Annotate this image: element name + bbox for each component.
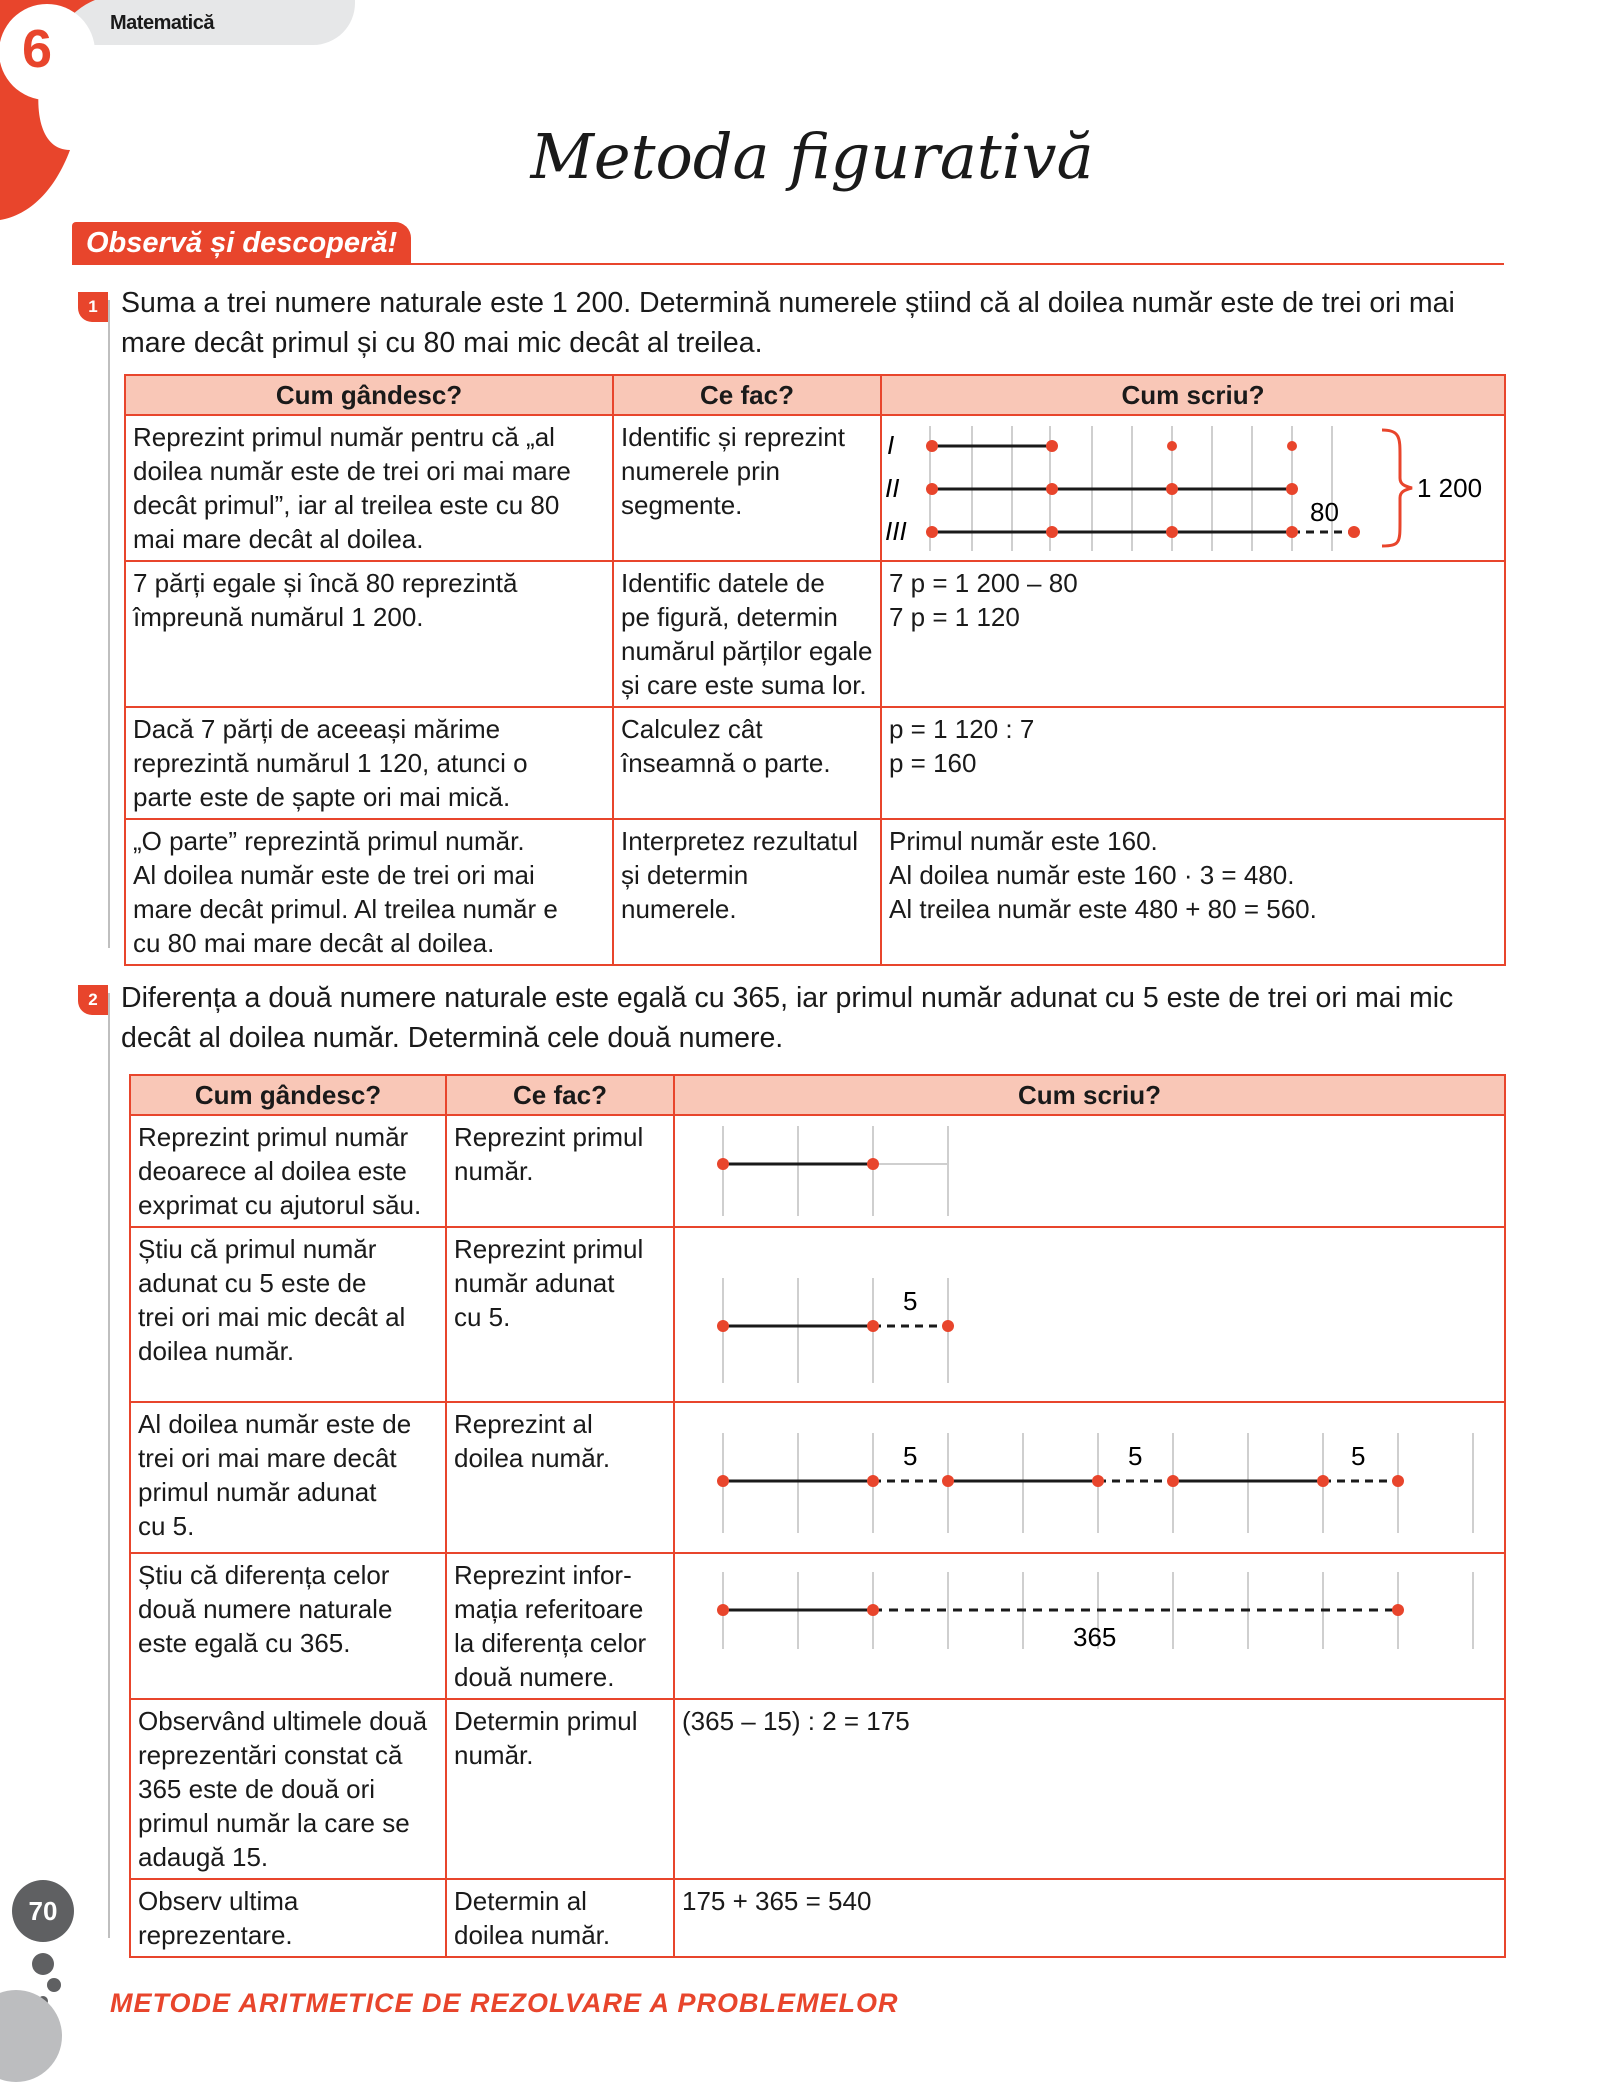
problem2-text <box>121 978 1453 1058</box>
page-title-text: Metoda figurativă <box>530 120 1094 193</box>
text-line: Știu că primul număr <box>138 1234 377 1264</box>
page-title <box>0 120 1614 193</box>
table-row <box>130 1402 1505 1553</box>
text-line: deoarece al doilea este <box>138 1156 407 1186</box>
text-line: doilea număr. <box>454 1443 611 1473</box>
text-line: numerele. <box>621 894 737 924</box>
point <box>867 1158 879 1170</box>
text-line: adaugă 15. <box>138 1842 269 1872</box>
text-line: Al doilea număr este de <box>138 1409 412 1439</box>
table-header-row <box>125 375 1505 415</box>
text-line: și determin <box>621 860 749 890</box>
text-line: cu 5. <box>138 1511 195 1541</box>
text-line: Al treilea număr este 480 + 80 = 560. <box>889 894 1317 924</box>
text-line: Reprezint primul <box>454 1234 644 1264</box>
text-line: împreună numărul 1 200. <box>133 602 424 632</box>
do-cell <box>613 415 881 561</box>
problem2-table <box>129 1074 1506 1958</box>
do-cell <box>613 707 881 819</box>
plus-5-label: 5 <box>1351 1441 1366 1471</box>
text-line: Al doilea număr este de trei ori mai <box>133 860 535 890</box>
text-line: exprimat cu ajutorul său. <box>138 1190 422 1220</box>
text-line: 7 p = 1 120 <box>889 602 1020 632</box>
do-cell <box>613 819 881 965</box>
point <box>867 1320 879 1332</box>
write-cell <box>674 1879 1505 1957</box>
do-cell <box>446 1227 674 1402</box>
problem1-line: mare decât primul și cu 80 mai mic decât al treilea. <box>121 327 763 359</box>
text-line: Observând ultimele două <box>138 1706 428 1736</box>
decor-dot <box>47 1978 61 1992</box>
think-cell <box>125 561 613 707</box>
text-line: 365 este de două ori <box>138 1774 376 1804</box>
point <box>1286 526 1298 538</box>
point <box>1046 526 1058 538</box>
text-line: trei ori mai mare decât <box>138 1443 397 1473</box>
point <box>942 1475 954 1487</box>
text-line: 7 p = 1 200 – 80 <box>889 568 1078 598</box>
text-line: două numere. <box>454 1662 615 1692</box>
point <box>717 1604 729 1616</box>
plus-5-label: 5 <box>1128 1441 1143 1471</box>
diagram-cell <box>674 1227 1505 1402</box>
point <box>1167 1475 1179 1487</box>
think-cell <box>130 1879 446 1957</box>
text-line: segmente. <box>621 490 743 520</box>
text-line: primul număr adunat <box>138 1477 377 1507</box>
text-line: 175 + 365 = 540 <box>682 1886 872 1916</box>
table-row <box>130 1879 1505 1957</box>
text-line: doilea număr este de trei ori mai mare <box>133 456 571 486</box>
point <box>717 1158 729 1170</box>
label-III: III <box>885 516 907 546</box>
point <box>867 1604 879 1616</box>
text-line: decât primul”, iar al treilea este cu 80 <box>133 490 560 520</box>
do-cell <box>613 561 881 707</box>
think-cell <box>130 1553 446 1699</box>
write-cell <box>881 561 1505 707</box>
text-line: Identific datele de <box>621 568 825 598</box>
do-cell <box>446 1879 674 1957</box>
text-line: mare decât primul. Al treilea număr e <box>133 894 558 924</box>
text-line: Reprezint al <box>454 1409 593 1439</box>
table-row <box>130 1553 1505 1699</box>
text-line: reprezentare. <box>138 1920 293 1950</box>
diagram-cell <box>881 415 1505 561</box>
text-line: trei ori mai mic decât al <box>138 1302 406 1332</box>
diagram-second-number <box>675 1403 1502 1550</box>
diagram-first-plus-5 <box>675 1228 1502 1399</box>
text-line: Primul număr este 160. <box>889 826 1158 856</box>
text-line: Observ ultima <box>138 1886 299 1916</box>
point <box>942 1320 954 1332</box>
text-line: adunat cu 5 este de <box>138 1268 367 1298</box>
think-cell <box>130 1699 446 1879</box>
table-row <box>125 819 1505 965</box>
point <box>926 526 938 538</box>
text-line: Reprezint primul număr pentru că „al <box>133 422 555 452</box>
diagram-cell <box>674 1402 1505 1553</box>
grid-lines <box>723 1126 948 1216</box>
chapter-number: 6 <box>22 19 53 79</box>
point <box>1046 440 1058 452</box>
table-header-row <box>130 1075 1505 1115</box>
think-cell <box>125 415 613 561</box>
text-line: Reprezint infor- <box>454 1560 632 1590</box>
header-write: Cum scriu? <box>881 375 1505 415</box>
point <box>1317 1475 1329 1487</box>
point <box>867 1475 879 1487</box>
text-line: două numere naturale <box>138 1594 393 1624</box>
problem1-margin-bar <box>108 300 110 948</box>
table-row <box>130 1227 1505 1402</box>
problem2-line: Diferența a două numere naturale este egală cu 365, iar primul număr adunat cu 5 este de trei ori mai mic <box>121 982 1454 1014</box>
text-line: număr adunat <box>454 1268 615 1298</box>
text-line: număr. <box>454 1740 534 1770</box>
point <box>1286 483 1298 495</box>
do-cell <box>446 1115 674 1227</box>
table-row <box>125 415 1505 561</box>
text-line: Dacă 7 părți de aceeași mărime <box>133 714 501 744</box>
point <box>1167 441 1177 451</box>
think-cell <box>130 1227 446 1402</box>
point <box>1166 526 1178 538</box>
point <box>1392 1604 1404 1616</box>
think-cell <box>125 707 613 819</box>
text-line: înseamnă o parte. <box>621 748 831 778</box>
text-line: Al doilea număr este 160 · 3 = 480. <box>889 860 1295 890</box>
decor-dot <box>32 1953 54 1975</box>
write-cell <box>674 1699 1505 1879</box>
text-line: Identific și reprezint <box>621 422 845 452</box>
text-line: este egală cu 365. <box>138 1628 351 1658</box>
header-write: Cum scriu? <box>674 1075 1505 1115</box>
text-line: p = 160 <box>889 748 977 778</box>
decor-circle <box>0 1990 62 2082</box>
header-think: Cum gândesc? <box>130 1075 446 1115</box>
text-line: Determin primul <box>454 1706 638 1736</box>
point <box>1166 483 1178 495</box>
diagram-cell <box>674 1553 1505 1699</box>
label-I: I <box>887 430 895 460</box>
table-row <box>130 1115 1505 1227</box>
text-line: reprezintă numărul 1 120, atunci o <box>133 748 528 778</box>
point <box>1092 1475 1104 1487</box>
think-cell <box>130 1115 446 1227</box>
segment-diagram-1 <box>882 416 1502 555</box>
table-row <box>125 561 1505 707</box>
write-cell <box>881 707 1505 819</box>
point <box>926 440 938 452</box>
diagram-cell <box>674 1115 1505 1227</box>
table-row <box>125 707 1505 819</box>
text-line: mai mare decât al doilea. <box>133 524 424 554</box>
text-line: 7 părți egale și încă 80 reprezintă <box>133 568 518 598</box>
extra-label: 80 <box>1310 497 1339 527</box>
point <box>1046 483 1058 495</box>
plus-5-label: 5 <box>903 1441 918 1471</box>
header-think: Cum gândesc? <box>125 375 613 415</box>
write-cell <box>881 819 1505 965</box>
text-line: primul număr la care se <box>138 1808 410 1838</box>
text-line: Știu că diferența celor <box>138 1560 390 1590</box>
header-do: Ce fac? <box>613 375 881 415</box>
problem1-text <box>121 283 1455 363</box>
text-line: Calculez cât <box>621 714 763 744</box>
total-label: 1 200 <box>1417 473 1483 503</box>
section-rule <box>72 263 1504 265</box>
header-do: Ce fac? <box>446 1075 674 1115</box>
brace-icon <box>1382 430 1412 546</box>
text-line: doilea număr. <box>454 1920 611 1950</box>
problem2-line: decât al doilea număr. Determină cele două numere. <box>121 1022 784 1054</box>
text-line: Interpretez rezultatul <box>621 826 859 856</box>
do-cell <box>446 1553 674 1699</box>
problem1-badge: 1 <box>78 292 108 322</box>
label-II: II <box>885 473 900 503</box>
text-line: doilea număr. <box>138 1336 295 1366</box>
point <box>926 483 938 495</box>
point <box>717 1320 729 1332</box>
problem2-badge: 2 <box>78 985 108 1015</box>
point <box>1392 1475 1404 1487</box>
text-line: Determin al <box>454 1886 587 1916</box>
page-number: 70 <box>12 1880 74 1942</box>
text-line: la diferența celor <box>454 1628 647 1658</box>
text-line: Reprezint primul <box>454 1122 644 1152</box>
text-line: pe figură, determin <box>621 602 838 632</box>
text-line: reprezentări constat că <box>138 1740 403 1770</box>
problem1-line: Suma a trei numere naturale este 1 200. Determină numerele știind că al doilea număr este de trei ori mai <box>121 287 1455 319</box>
think-cell <box>130 1402 446 1553</box>
text-line: numerele prin <box>621 456 780 486</box>
do-cell <box>446 1699 674 1879</box>
section-tag: Observă și descoperă! <box>72 222 411 264</box>
text-line: cu 80 mai mare decât al doilea. <box>133 928 495 958</box>
text-line: numărul părților egale <box>621 636 873 666</box>
text-line: „O parte” reprezintă primul număr. <box>133 826 525 856</box>
text-line: Reprezint primul număr <box>138 1122 409 1152</box>
do-cell <box>446 1402 674 1553</box>
subject-label: Matematică <box>110 12 214 34</box>
text-line: (365 – 15) : 2 = 175 <box>682 1706 910 1736</box>
difference-label: 365 <box>1073 1622 1117 1652</box>
text-line: mația referitoare <box>454 1594 644 1624</box>
diagram-difference <box>675 1554 1502 1692</box>
chapter-footer-title: METODE ARITMETICE DE REZOLVARE A PROBLEMELOR <box>110 1988 899 2018</box>
text-line: și care este suma lor. <box>621 670 867 700</box>
text-line: parte este de șapte ori mai mică. <box>133 782 511 812</box>
point <box>1348 526 1360 538</box>
problem2-margin-bar <box>108 993 110 1938</box>
think-cell <box>125 819 613 965</box>
point <box>1287 441 1297 451</box>
text-line: p = 1 120 : 7 <box>889 714 1035 744</box>
text-line: număr. <box>454 1156 534 1186</box>
text-line: cu 5. <box>454 1302 511 1332</box>
diagram-first-number <box>675 1116 1502 1222</box>
table-row <box>130 1699 1505 1879</box>
plus-5-label: 5 <box>903 1286 918 1316</box>
problem1-table <box>124 374 1506 966</box>
point <box>717 1475 729 1487</box>
